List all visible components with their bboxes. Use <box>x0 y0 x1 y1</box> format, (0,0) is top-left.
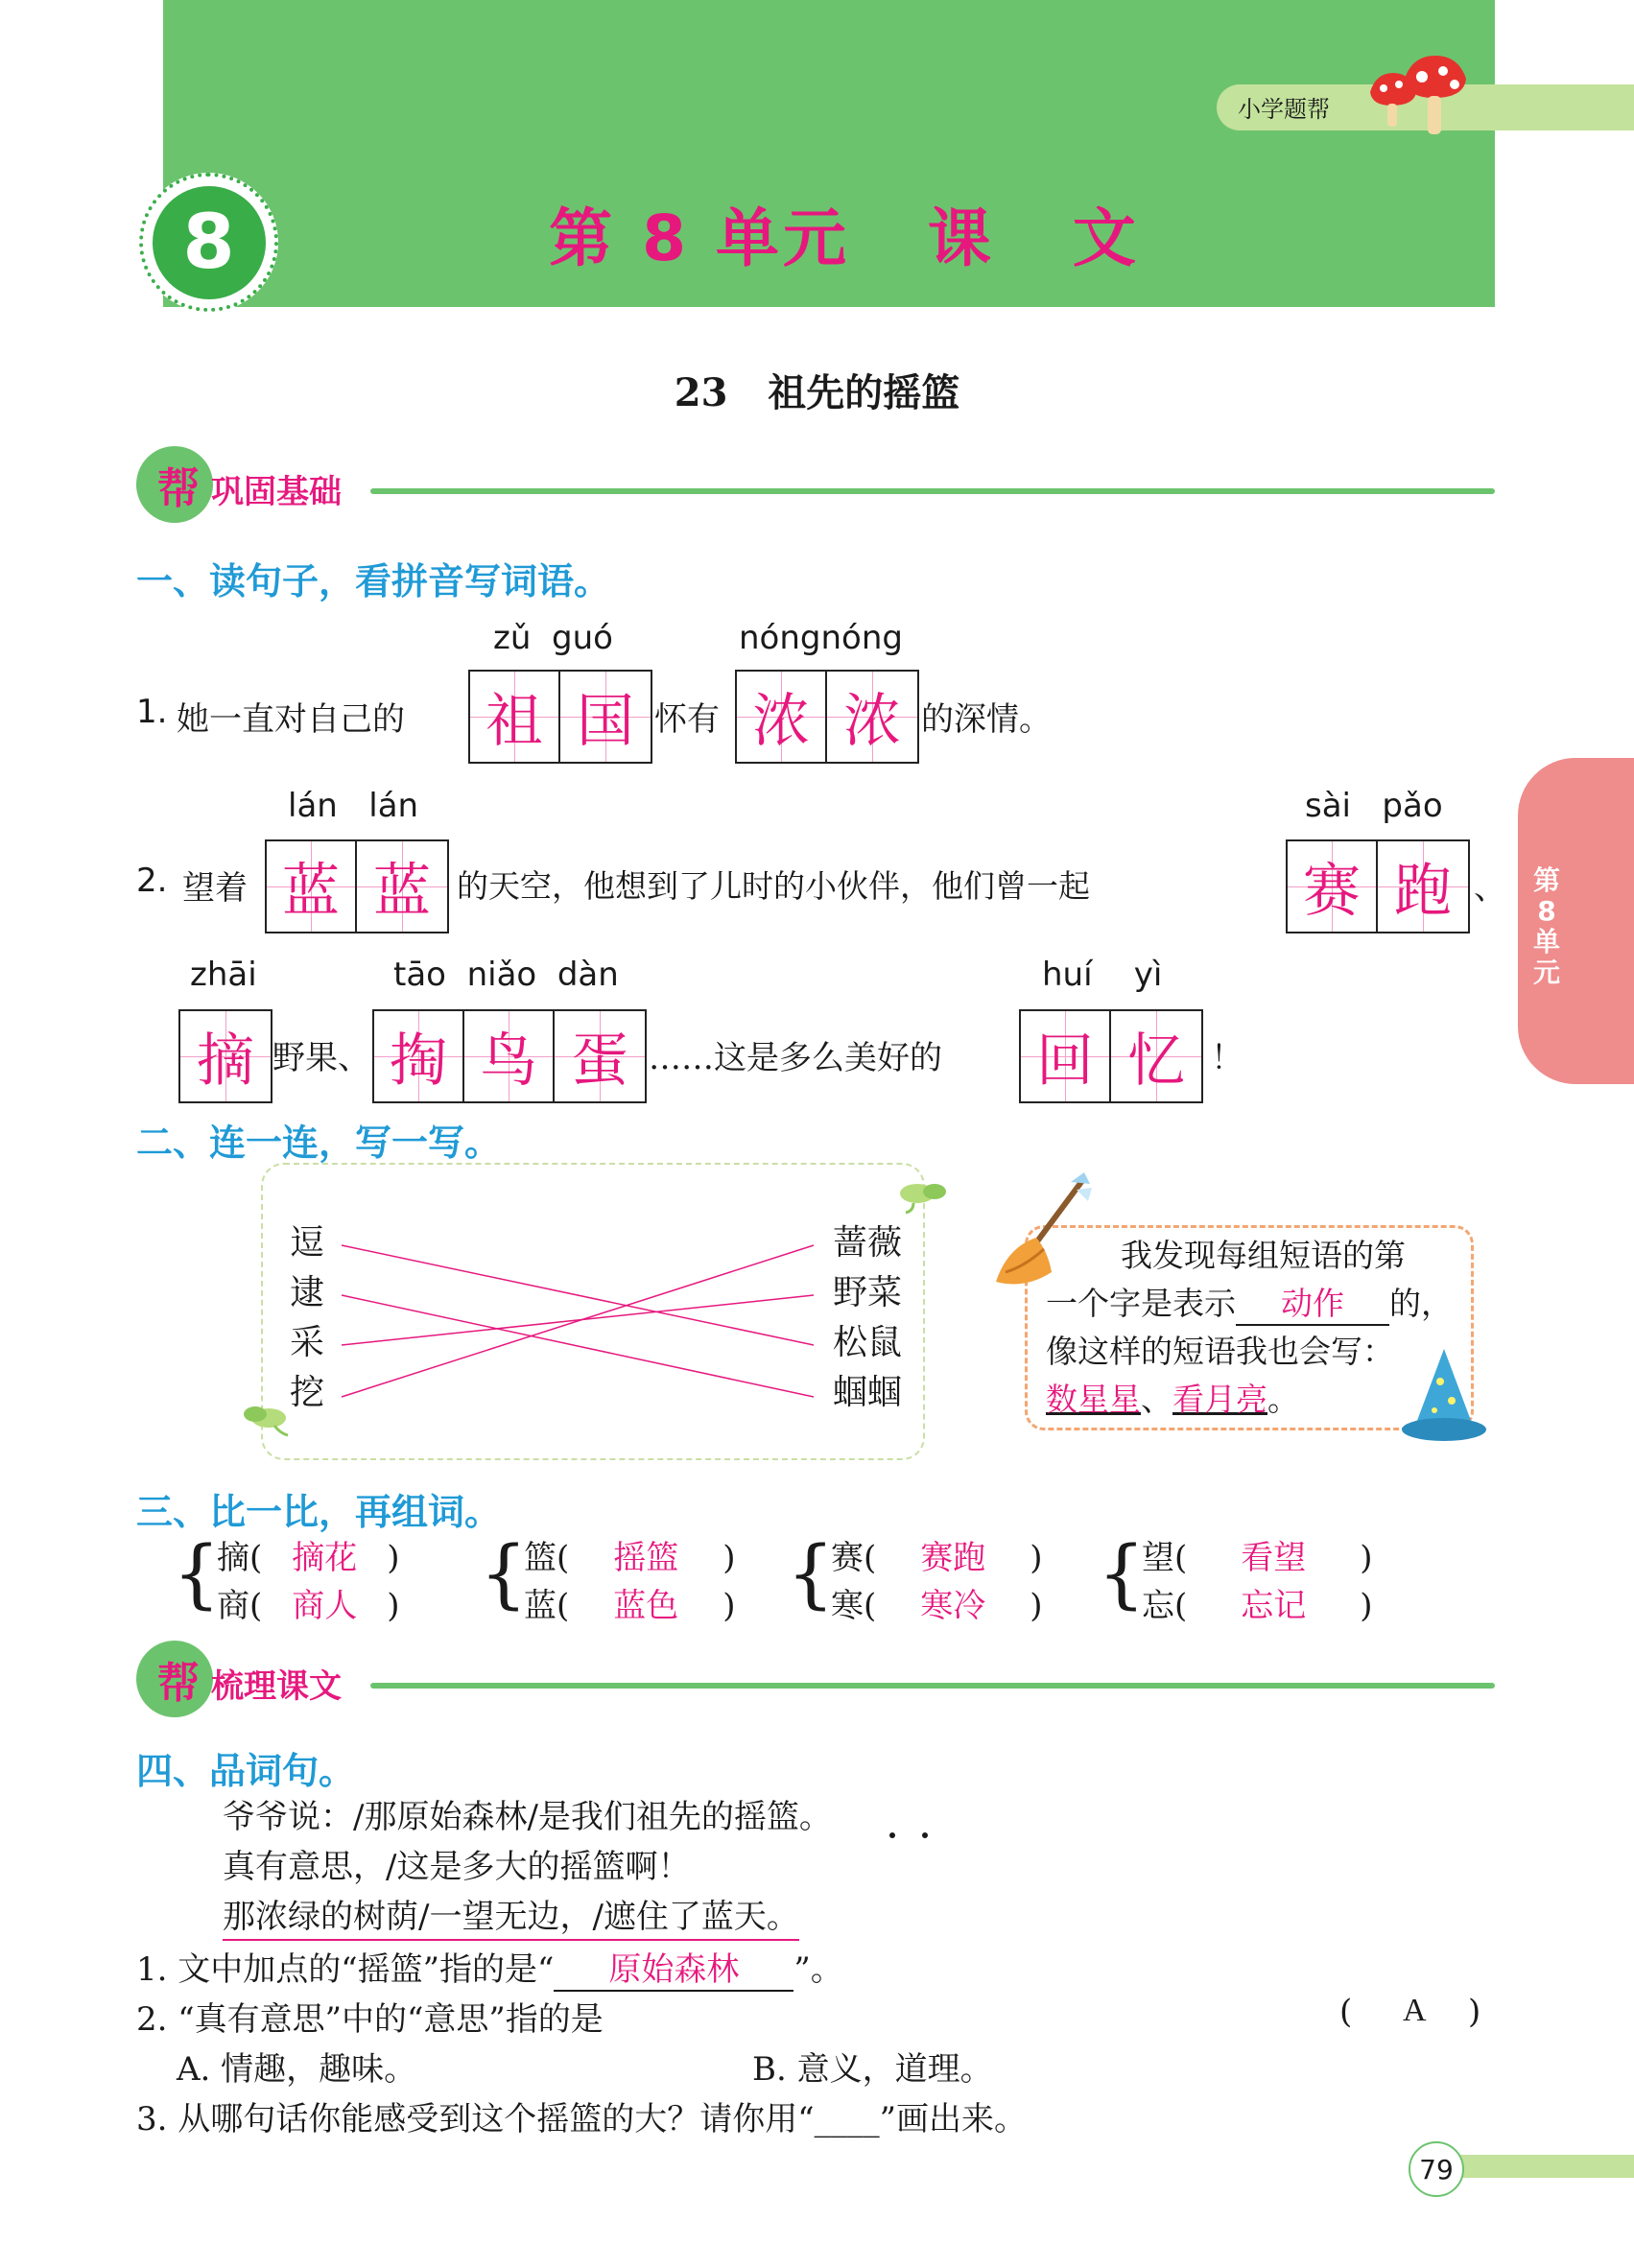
question-3-title: 三、比一比，再组词。 <box>136 1491 502 1533</box>
match-left-column <box>290 1218 324 1418</box>
s1-post: 的深情。 <box>921 700 1052 739</box>
compare-row: 篮( 摇篮 ) <box>524 1531 736 1578</box>
answer-char: 国 <box>577 688 634 755</box>
brace-icon: { <box>787 1531 835 1618</box>
answer-cell <box>357 841 447 932</box>
compare-answer[interactable]: 看望 <box>1241 1539 1307 1577</box>
emphasis-dots <box>880 1832 937 1842</box>
answer-char: 忆 <box>1127 1028 1185 1095</box>
passage-line-3: 那浓绿的树荫/一望无边，/遮住了蓝天。 <box>223 1890 799 1941</box>
found-line-2 <box>1046 1279 1453 1326</box>
item-1-answer[interactable]: 原始森林 <box>554 1943 793 1992</box>
found-line-3: 像这样的短语我也会写： <box>1046 1333 1394 1370</box>
found-sep: 、 <box>1141 1381 1172 1418</box>
answer-char: 蓝 <box>282 858 340 925</box>
match-right-item[interactable]: 蔷薇 <box>833 1223 903 1263</box>
s1-pre: 她一直对自己的 <box>177 700 405 739</box>
compare-char: 摘 <box>217 1539 249 1577</box>
answer-char: 跑 <box>1394 858 1452 925</box>
answer-cell <box>1111 1011 1201 1101</box>
match-left-item[interactable]: 逗 <box>290 1223 325 1263</box>
found-answer-action[interactable]: 动作 <box>1236 1279 1389 1326</box>
answer-char: 浓 <box>843 688 901 755</box>
s2-post: 、 <box>1474 869 1506 908</box>
compare-char: 忘 <box>1142 1587 1174 1625</box>
question-1-title: 一、读句子，看拼音写词语。 <box>136 560 611 602</box>
match-left-item[interactable]: 逮 <box>290 1273 325 1312</box>
pinyin-zhai: zhāi <box>190 956 257 994</box>
compare-row: 赛( 赛跑 ) <box>831 1531 1043 1578</box>
found-line-2a: 一个字是表示 <box>1046 1285 1236 1322</box>
brace-icon: { <box>480 1531 528 1618</box>
compare-row: 蓝( 蓝色 ) <box>524 1579 736 1626</box>
compare-answer[interactable]: 摘花 <box>292 1539 358 1577</box>
section-bang: 帮 <box>157 464 200 513</box>
answer-char: 祖 <box>485 688 543 755</box>
answer-cell <box>267 841 357 932</box>
leaf-icon <box>240 1401 297 1439</box>
item-2-paren-open: ( <box>1339 1993 1353 2031</box>
compare-answer[interactable]: 忘记 <box>1241 1587 1307 1625</box>
answer-grid-taoniaodan <box>372 1009 647 1103</box>
compare-row: 商( 商人 ) <box>217 1579 400 1626</box>
compare-row: 望( 看望 ) <box>1142 1531 1373 1578</box>
s1-number: 1. <box>136 693 168 731</box>
match-right-item[interactable]: 蝈蝈 <box>833 1373 903 1412</box>
match-right-item[interactable]: 野菜 <box>833 1273 903 1312</box>
answer-grid-huiyi <box>1019 1009 1203 1103</box>
found-example-2[interactable]: 看月亮 <box>1172 1381 1267 1418</box>
compare-char: 望 <box>1142 1539 1174 1577</box>
pinyin-huiyi: huí yì <box>1042 956 1163 994</box>
compare-char: 蓝 <box>524 1587 557 1625</box>
answer-char: 蓝 <box>373 858 431 925</box>
section-header-consolidate <box>136 446 1499 523</box>
section-header-review <box>136 1641 1499 1717</box>
s2-mid: 的天空，他想到了儿时的小伙伴，他们曾一起 <box>457 867 1090 905</box>
s1-mid: 怀有 <box>654 700 720 739</box>
brace-icon: { <box>173 1531 221 1618</box>
answer-grid-zuguo <box>468 670 652 764</box>
item-2-paren-close: ) <box>1468 1993 1481 2031</box>
question-2-title: 二、连一连，写一写。 <box>136 1122 502 1164</box>
match-left-item[interactable]: 采 <box>290 1323 325 1362</box>
wizard-hat-icon <box>1396 1343 1492 1449</box>
match-line <box>342 1245 814 1397</box>
answer-cell <box>827 672 917 762</box>
banner-wave <box>163 278 1495 320</box>
option-b[interactable]: B. 意义，道理。 <box>752 2050 993 2089</box>
answer-char: 摘 <box>197 1028 254 1095</box>
section-divider <box>370 1683 1495 1689</box>
page-number: 79 <box>1409 2141 1464 2197</box>
found-end: 。 <box>1267 1381 1299 1418</box>
compare-groups <box>138 1527 1385 1633</box>
lesson-title: 23 祖先的摇篮 <box>674 370 960 415</box>
unit-number-badge <box>139 173 278 312</box>
compare-char: 寒 <box>831 1587 864 1625</box>
section-divider <box>370 488 1495 494</box>
answer-grid-zhai <box>178 1009 272 1103</box>
answer-char: 鸟 <box>480 1028 537 1095</box>
s3-mid1: 野果、 <box>272 1039 370 1077</box>
compare-answer[interactable]: 赛跑 <box>920 1539 986 1577</box>
section-bang: 帮 <box>157 1659 200 1708</box>
matching-lines <box>326 1218 825 1420</box>
answer-cell <box>737 672 827 762</box>
compare-answer[interactable]: 摇篮 <box>613 1539 679 1577</box>
item-1 <box>136 1943 843 1992</box>
answer-cell <box>180 1011 271 1101</box>
pinyin-lanlan: lán lán <box>288 787 419 825</box>
item-3: 3. 从哪句话你能感受到这个摇篮的大？请你用“____”画出来。 <box>136 2100 1028 2138</box>
answer-cell <box>560 672 651 762</box>
s3-post: ！ <box>1211 1039 1243 1077</box>
item-2: 2. “真有意思”中的“意思”指的是 <box>136 2000 604 2039</box>
answer-cell <box>555 1011 645 1101</box>
answer-cell <box>1288 841 1378 932</box>
s3-mid2: ……这是多么美好的 <box>649 1039 942 1077</box>
found-line-4 <box>1046 1375 1299 1420</box>
passage-line-2: 真有意思，/这是多大的摇篮啊！ <box>223 1848 691 1886</box>
found-line-1: 我发现每组短语的第 <box>1121 1237 1406 1274</box>
found-line-2b: 的， <box>1389 1285 1453 1322</box>
side-tab-label: 第 8 单 元 <box>1532 864 1560 988</box>
answer-cell <box>1378 841 1468 932</box>
unit-title: 第 8 单元 课 文 <box>549 201 1140 275</box>
answer-grid-saipao <box>1286 839 1470 933</box>
match-right-item[interactable]: 松鼠 <box>833 1323 903 1362</box>
item-1-post: ”。 <box>793 1950 843 1989</box>
found-example-1[interactable]: 数星星 <box>1046 1381 1141 1418</box>
compare-char: 篮 <box>524 1539 557 1577</box>
match-left-item[interactable]: 挖 <box>290 1373 325 1412</box>
match-line <box>342 1245 814 1345</box>
compare-row: 寒( 寒冷 ) <box>831 1579 1043 1626</box>
pinyin-nongnong: nóngnóng <box>739 619 903 657</box>
answer-cell <box>470 672 560 762</box>
leaf-icon <box>894 1176 952 1215</box>
answer-char: 回 <box>1036 1028 1094 1095</box>
answer-char: 蛋 <box>571 1028 628 1095</box>
answer-cell <box>1021 1011 1111 1101</box>
item-1-pre: 1. 文中加点的“摇篮”指的是“ <box>136 1950 555 1989</box>
item-2-answer[interactable]: A <box>1403 1993 1427 2028</box>
compare-answer[interactable]: 商人 <box>292 1587 358 1625</box>
section-label: 巩固基础 <box>211 473 342 511</box>
question-4-title: 四、品词句。 <box>136 1750 356 1792</box>
page-bar <box>1434 2155 1634 2178</box>
mushroom-icon <box>1362 56 1478 148</box>
s2-number: 2. <box>136 862 168 900</box>
compare-answer[interactable]: 寒冷 <box>920 1587 986 1625</box>
compare-char: 赛 <box>831 1539 864 1577</box>
pinyin-saipao: sài pǎo <box>1305 787 1443 825</box>
compare-row: 忘( 忘记 ) <box>1142 1579 1373 1626</box>
answer-char: 浓 <box>752 688 810 755</box>
answer-char: 掏 <box>390 1028 447 1095</box>
brace-icon: { <box>1098 1531 1146 1618</box>
answer-grid-lanlan <box>265 839 449 933</box>
pinyin-zuguo: zǔ guó <box>493 619 613 657</box>
passage-line-1: 爷爷说：/那原始森林/是我们祖先的摇篮。 <box>223 1798 832 1836</box>
broom-icon <box>988 1169 1094 1293</box>
match-right-column <box>833 1218 902 1418</box>
pinyin-taoniaodan: tāo niǎo dàn <box>393 956 619 994</box>
compare-answer[interactable]: 蓝色 <box>613 1587 679 1625</box>
compare-row: 摘( 摘花 ) <box>217 1531 400 1578</box>
match-line <box>342 1295 814 1397</box>
brand-label: 小学题帮 <box>1238 96 1330 123</box>
unit-number: 8 <box>153 186 266 299</box>
answer-cell <box>464 1011 555 1101</box>
answer-cell <box>374 1011 464 1101</box>
answer-char: 赛 <box>1303 858 1361 925</box>
answer-grid-nongnong <box>735 670 919 764</box>
s2-pre: 望着 <box>182 869 248 908</box>
match-line <box>342 1295 814 1345</box>
option-a[interactable]: A. 情趣，趣味。 <box>177 2050 417 2089</box>
section-label: 梳理课文 <box>211 1667 342 1706</box>
compare-char: 商 <box>217 1587 249 1625</box>
